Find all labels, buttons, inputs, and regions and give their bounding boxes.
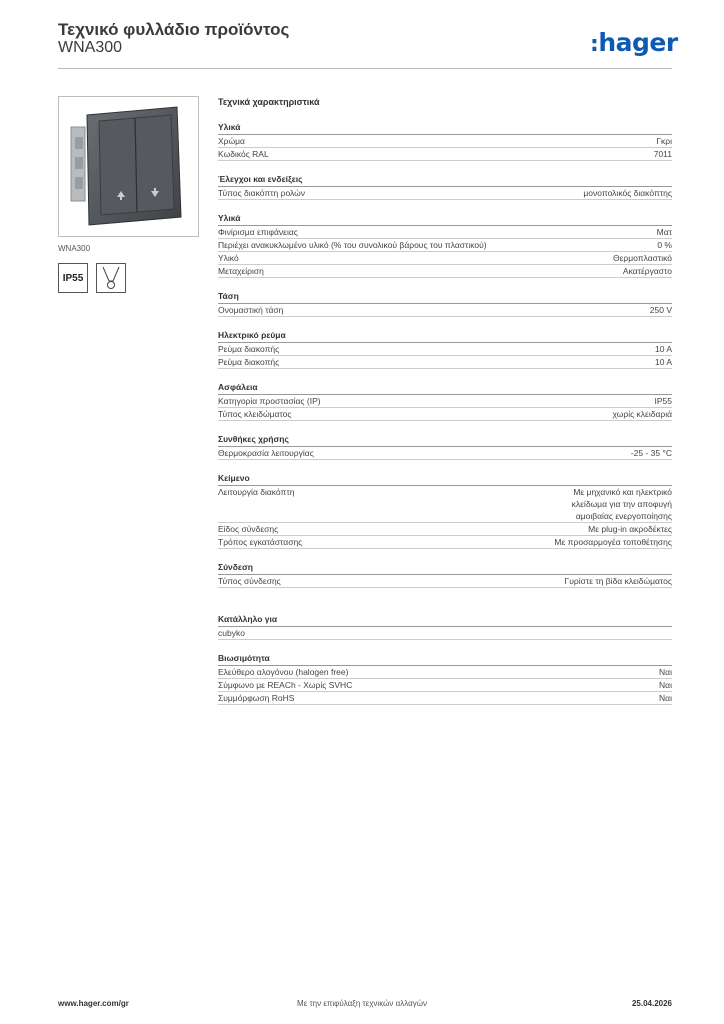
spec-value: χωρίς κλειδαριά (612, 409, 672, 419)
section-heading: Ηλεκτρικό ρεύμα (218, 328, 672, 343)
footer-note: Με την επιφύλαξη τεχνικών αλλαγών (297, 999, 427, 1008)
spec-label: Κατηγορία προστασίας (IP) (218, 396, 321, 406)
spec-row (218, 486, 672, 523)
spec-section (218, 380, 672, 421)
spec-label: Τύπος κλειδώματος (218, 409, 292, 419)
spec-row (218, 226, 672, 239)
spec-value: Με μηχανικό και ηλεκτρικό κλείδωμα για την αποφυγή αμοιβαίας ενεργοποίησης (571, 487, 672, 521)
spec-value: Γκρι (656, 136, 672, 146)
spec-row (218, 627, 672, 640)
hager-logo[interactable]: :hager (590, 28, 678, 57)
spec-section (218, 612, 672, 640)
spec-row (218, 265, 672, 278)
technical-specs (218, 94, 672, 705)
spec-row (218, 343, 672, 356)
spec-value: Θερμοπλαστικό (612, 253, 672, 263)
spec-row (218, 692, 672, 705)
spec-row (218, 187, 672, 200)
spec-label: Φινίρισμα επιφάνειας (218, 227, 298, 237)
spec-row (218, 536, 672, 549)
wire-connection-icon (96, 263, 126, 293)
spec-row (218, 666, 672, 679)
spec-label: Ρεύμα διακοπής (218, 357, 280, 367)
spec-label: Θερμοκρασία λειτουργίας (218, 448, 314, 458)
spec-row (218, 575, 672, 588)
spec-row (218, 679, 672, 692)
switch-product-icon (59, 97, 198, 236)
footer-date: 25.04.2026 (631, 999, 672, 1008)
spec-value: -25 - 35 °C (630, 448, 672, 458)
spec-row (218, 304, 672, 317)
section-heading: Σύνδεση (218, 560, 672, 575)
section-heading: Βιωσιμότητα (218, 651, 672, 666)
spec-value: Με προσαρμογέα τοποθέτησης (554, 537, 672, 547)
spec-row (218, 239, 672, 252)
spec-value: 10 A (654, 357, 672, 367)
spec-row (218, 252, 672, 265)
product-code: WNA300 (58, 39, 123, 56)
spec-label: Ρεύμα διακοπής (218, 344, 280, 354)
logo-text: hager (598, 28, 678, 57)
spec-label: Χρώμα (218, 136, 245, 146)
spec-label: Σύμφωνο με REACh - Χωρίς SVHC (218, 680, 353, 690)
spec-value: 10 A (654, 344, 672, 354)
spec-label: Τύπος διακόπτη ρολών (218, 188, 306, 198)
spec-row (218, 395, 672, 408)
spec-value: 250 V (649, 305, 672, 315)
product-image (58, 96, 199, 237)
spec-label: Τρόπος εγκατάστασης (218, 537, 303, 547)
spec-row (218, 408, 672, 421)
footer-url[interactable]: www.hager.com/gr (58, 999, 129, 1008)
spec-label: Συμμόρφωση RoHS (218, 693, 295, 703)
spec-label: Τύπος σύνδεσης (218, 576, 281, 586)
spec-label: cubyko (218, 628, 245, 638)
product-caption: WNA300 (58, 244, 91, 253)
section-heading: Υλικά (218, 120, 672, 135)
spec-value: Ναι (659, 693, 672, 703)
spec-value: Ακατέργαστο (622, 266, 672, 276)
spec-section (218, 120, 672, 161)
spec-row (218, 148, 672, 161)
spec-value: Ναι (659, 667, 672, 677)
spec-value: μονοπολικός διακόπτης (583, 188, 672, 198)
section-heading: Κείμενο (218, 471, 672, 486)
specs-title: Τεχνικά χαρακτηριστικά (218, 97, 320, 107)
spec-label: Περιέχει ανακυκλωμένο υλικό (% του συνολικού βάρους του πλαστικού) (218, 240, 487, 250)
spec-label: Είδος σύνδεσης (218, 524, 279, 534)
spec-value: Ναι (659, 680, 672, 690)
spec-row (218, 523, 672, 536)
spec-value: 0 % (657, 240, 672, 250)
spec-section (218, 211, 672, 278)
spec-value: Γυρίστε τη βίδα κλειδώματος (564, 576, 672, 586)
section-heading: Τάση (218, 289, 672, 304)
section-heading: Υλικά (218, 211, 672, 226)
spec-label: Κωδικός RAL (218, 149, 269, 159)
section-heading: Έλεγχοι και ενδείξεις (218, 172, 672, 187)
spec-value: IP55 (654, 396, 672, 406)
spec-section (218, 651, 672, 705)
spec-label: Ελεύθερο αλογόνου (halogen free) (218, 667, 349, 677)
spec-section (218, 172, 672, 200)
spec-row (218, 447, 672, 460)
spec-section (218, 471, 672, 549)
section-heading: Συνθήκες χρήσης (218, 432, 672, 447)
header-divider (58, 68, 672, 69)
spec-label: Λειτουργία διακόπτη (218, 487, 295, 497)
spec-value: Με plug-in ακροδέκτες (588, 524, 672, 534)
section-heading: Κατάλληλο για (218, 612, 672, 627)
spec-value: 7011 (653, 149, 672, 159)
spec-section (218, 432, 672, 460)
spec-section (218, 560, 672, 588)
section-heading: Ασφάλεια (218, 380, 672, 395)
spec-section (218, 328, 672, 369)
spec-value: Ματ (656, 227, 672, 237)
spec-row (218, 356, 672, 369)
spec-label: Υλικό (218, 253, 239, 263)
ip-rating-badge: IP55 (58, 263, 88, 293)
spec-label: Μεταχείριση (218, 266, 264, 276)
page-title: Τεχνικό φυλλάδιο προϊόντος (58, 20, 290, 39)
spec-label: Ονομαστική τάση (218, 305, 284, 315)
spec-section (218, 289, 672, 317)
spec-row (218, 135, 672, 148)
